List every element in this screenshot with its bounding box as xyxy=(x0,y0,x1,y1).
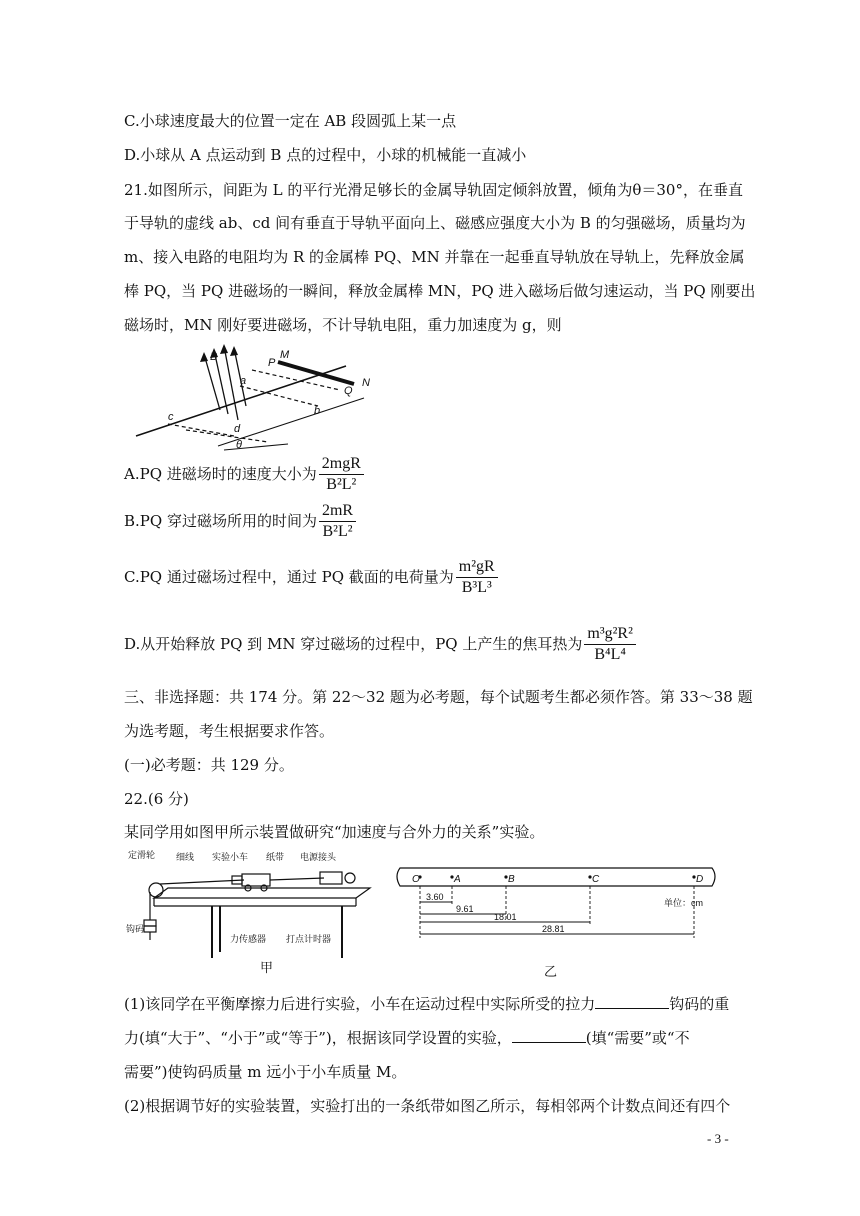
q21-option-b xyxy=(124,501,356,541)
point-d: D xyxy=(696,874,704,885)
q22-tape-figure xyxy=(394,860,722,982)
q21-stem-line: 磁场时，MN 刚好要进磁场，不计导轨电阻，重力加速度为 g，则 xyxy=(124,316,562,334)
fraction xyxy=(319,455,364,494)
q22-part1-line: 需要”)使钩码质量 m 远小于小车质量 M。 xyxy=(124,1063,407,1081)
denominator: B⁴L⁴ xyxy=(594,645,626,663)
q21-stem-line: 21.如图所示，间距为 L 的平行光滑足够长的金属导轨固定倾斜放置，倾角为θ＝30°，在垂直 xyxy=(124,181,743,199)
q22-apparatus-figure xyxy=(124,848,374,978)
caption-jia: 甲 xyxy=(260,960,274,975)
option-text: B.PQ 穿过磁场所用的时间为 xyxy=(124,512,317,530)
label-theta: θ xyxy=(236,439,242,451)
q21-option-d xyxy=(124,624,636,664)
label-b-field: B xyxy=(210,351,218,363)
section3-line: 为选考题，考生根据要求作答。 xyxy=(124,722,335,740)
numerator: m²gR xyxy=(456,558,498,578)
q22-part1-text: 力(填“大于”、“小于”或“等于”)，根据该同学设置的实验， xyxy=(124,1029,512,1047)
fraction xyxy=(456,558,498,597)
page-number: - 3 - xyxy=(707,1131,729,1146)
q21-stem-line: 棒 PQ，当 PQ 进磁场的一瞬间，释放金属棒 MN，PQ 进入磁场后做匀速运动，当 PQ 刚要出 xyxy=(124,282,756,300)
distance-oc: 18.01 xyxy=(494,912,517,922)
q21-rail-figure xyxy=(128,340,388,452)
q21-stem-line: 于导轨的虚线 ab、cd 间有垂直于导轨平面向上、磁感应强度大小为 B 的匀强磁场，质量均为 xyxy=(124,214,746,232)
q21-option-c xyxy=(124,557,498,597)
label-power-plug: 电源接头 xyxy=(300,852,337,862)
label-weights: 钩码 xyxy=(126,924,145,934)
option-text: A.PQ 进磁场时的速度大小为 xyxy=(124,465,317,483)
distance-ob: 9.61 xyxy=(456,904,474,914)
denominator: B³L³ xyxy=(461,578,492,596)
label-tape: 纸带 xyxy=(266,852,285,862)
label-n: N xyxy=(362,377,370,389)
q20-option-d: D.小球从 A 点运动到 B 点的过程中，小球的机械能一直减小 xyxy=(124,146,527,164)
label-m: M xyxy=(280,349,290,361)
label-string: 细线 xyxy=(176,852,195,862)
label-p: P xyxy=(268,357,276,369)
distance-od: 28.81 xyxy=(542,924,565,934)
q22-part1-text: (1)该同学在平衡摩擦力后进行实验，小车在运动过程中实际所受的拉力 xyxy=(124,995,596,1013)
answer-blank-2[interactable] xyxy=(512,1028,586,1043)
q22-part1-line xyxy=(124,1028,690,1048)
label-d: d xyxy=(234,423,241,435)
caption-yi: 乙 xyxy=(544,964,558,979)
q22-part1-line xyxy=(124,994,729,1014)
numerator: 2mgR xyxy=(319,455,364,475)
denominator: B²L² xyxy=(326,475,357,493)
section3-line: 三、非选择题：共 174 分。第 22～32 题为必考题，每个试题考生都必须作答。第 33～38 题 xyxy=(124,688,753,706)
q22-part1-text: 钩码的重 xyxy=(669,995,730,1013)
section3-line: (一)必考题：共 129 分。 xyxy=(124,756,294,774)
label-b-point: b xyxy=(314,405,321,417)
label-a: a xyxy=(240,375,247,387)
distance-oa: 3.60 xyxy=(426,892,444,902)
point-b: B xyxy=(508,874,515,885)
answer-blank-1[interactable] xyxy=(595,994,669,1009)
unit-label: 单位：cm xyxy=(664,898,703,908)
label-pulley: 定滑轮 xyxy=(128,850,156,860)
point-c: C xyxy=(592,874,600,885)
q20-option-c: C.小球速度最大的位置一定在 AB 段圆弧上某一点 xyxy=(124,112,457,130)
fraction xyxy=(319,502,356,541)
point-o: O xyxy=(412,874,420,885)
q21-option-a xyxy=(124,454,364,494)
label-force-sensor: 力传感器 xyxy=(230,934,267,944)
fraction xyxy=(584,625,636,664)
q22-part1-text: (填“需要”或“不 xyxy=(585,1029,690,1047)
option-text: D.从开始释放 PQ 到 MN 穿过磁场的过程中，PQ 上产生的焦耳热为 xyxy=(124,635,583,653)
q22-part2-line: (2)根据调节好的实验装置，实验打出的一条纸带如图乙所示，每相邻两个计数点间还有四个 xyxy=(124,1097,731,1115)
q22-intro: 某同学用如图甲所示装置做研究“加速度与合外力的关系”实验。 xyxy=(124,823,545,841)
numerator: m³g²R² xyxy=(584,625,636,645)
option-text: C.PQ 通过磁场过程中，通过 PQ 截面的电荷量为 xyxy=(124,568,454,586)
point-a: A xyxy=(454,874,461,885)
denominator: B²L² xyxy=(322,522,353,540)
label-timer: 打点计时器 xyxy=(286,934,332,944)
q21-stem-line: m、接入电路的电阻均为 R 的金属棒 PQ、MN 并靠在一起垂直导轨放在导轨上，先释放金属 xyxy=(124,248,745,266)
label-cart: 实验小车 xyxy=(212,852,249,862)
label-q: Q xyxy=(344,385,353,397)
numerator: 2mR xyxy=(319,502,356,522)
label-c: c xyxy=(168,411,174,423)
q22-header: 22.(6 分) xyxy=(124,790,189,808)
